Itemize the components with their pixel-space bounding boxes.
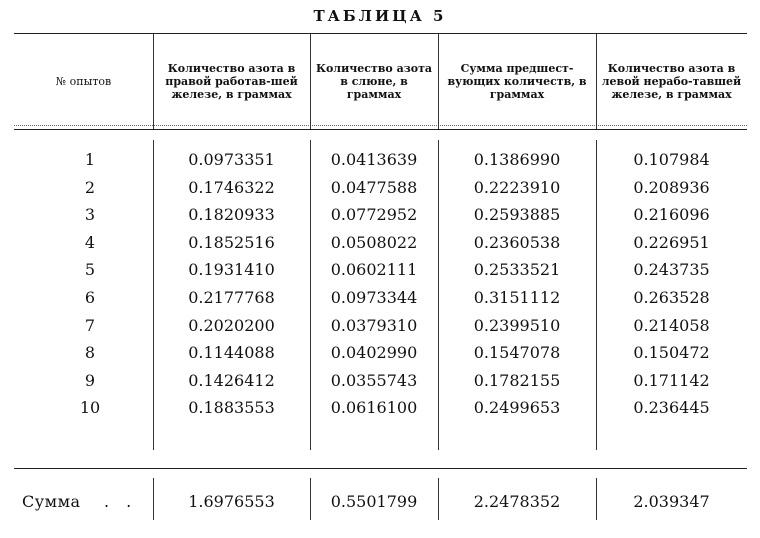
right-gland-value: 0.1746322 [188, 177, 275, 197]
saliva-value: 0.0602111 [330, 260, 418, 280]
table-row [14, 339, 747, 366]
left-gland-value: 0.226951 [633, 232, 710, 252]
sum-previous-value: 0.1386990 [473, 150, 561, 169]
sum-previous-value: 0.2499653 [473, 398, 561, 418]
row-number: 2 [84, 177, 96, 197]
sum-previous-value: 0.2223910 [473, 177, 561, 197]
left-gland-value: 0.216096 [633, 205, 710, 225]
table-row [14, 284, 747, 311]
sum-previous-value: 0.2533521 [473, 260, 561, 280]
header-rule [14, 129, 747, 130]
sum-left-gland: 2.039347 [633, 492, 710, 511]
table-row [14, 256, 747, 283]
table-row [14, 367, 747, 394]
sum-previous-value: 0.3151112 [473, 288, 561, 307]
sum-saliva: 0.5501799 [330, 492, 418, 511]
table-row [14, 174, 747, 201]
saliva-value: 0.0402990 [330, 343, 418, 363]
saliva-value: 0.0477588 [330, 177, 418, 197]
right-gland-value: 0.1426412 [188, 370, 275, 390]
row-number: 7 [84, 315, 96, 335]
left-gland-value: 0.214058 [633, 315, 710, 335]
header-right-gland-nitrogen: Количество азота в правой работав-шей железе, в граммах [165, 61, 298, 101]
left-gland-value: 0.208936 [633, 177, 710, 197]
table-title: ТАБЛИЦА 5 [313, 7, 447, 25]
row-number: 8 [84, 343, 96, 363]
table-row [14, 394, 747, 421]
sum-rule [14, 468, 747, 469]
header-sum-previous: Сумма предшест-вующих количеств, в граммах [447, 61, 587, 101]
sum-previous-value: 0.2399510 [473, 315, 561, 335]
row-number: 5 [84, 260, 96, 280]
row-number: 6 [84, 288, 96, 307]
saliva-value: 0.0973344 [330, 288, 418, 307]
right-gland-value: 0.1931410 [188, 260, 275, 280]
sum-previous-value: 0.2360538 [473, 232, 561, 252]
table-row [14, 146, 747, 173]
right-gland-value: 0.1820933 [188, 205, 275, 225]
saliva-value: 0.0508022 [330, 232, 418, 252]
left-gland-value: 0.263528 [633, 288, 710, 307]
right-gland-value: 0.1852516 [188, 232, 275, 252]
row-number: 9 [84, 370, 96, 390]
left-gland-value: 0.236445 [633, 398, 710, 418]
header-saliva-nitrogen: Количество азота в слюне, в граммах [315, 61, 433, 101]
right-gland-value: 0.0973351 [188, 150, 275, 169]
header-experiment-no: № опытов [55, 74, 112, 88]
sum-right-gland: 1.6976553 [188, 492, 275, 511]
row-number: 10 [79, 398, 101, 418]
sum-previous-value: 0.1782155 [473, 370, 561, 390]
right-gland-value: 0.1883553 [188, 398, 275, 418]
right-gland-value: 0.2177768 [188, 288, 275, 307]
table-row [14, 312, 747, 339]
header-left-gland-nitrogen: Количество азота в левой нерабо-тавшей железе, в граммах [601, 61, 742, 101]
left-gland-value: 0.171142 [633, 370, 710, 390]
row-number: 4 [84, 232, 96, 252]
table-row [14, 201, 747, 228]
left-gland-value: 0.107984 [633, 150, 710, 169]
right-gland-value: 0.2020200 [188, 315, 275, 335]
row-number: 3 [84, 205, 96, 225]
saliva-value: 0.0355743 [330, 370, 418, 390]
top-rule [14, 33, 747, 34]
sum-dots: . . [104, 492, 138, 511]
sum-previous-value: 0.1547078 [473, 343, 561, 363]
sum-label: Сумма [22, 492, 81, 511]
sum-row [14, 488, 747, 516]
left-gland-value: 0.243735 [633, 260, 710, 280]
saliva-value: 0.0413639 [330, 150, 418, 169]
saliva-value: 0.0616100 [330, 398, 418, 418]
sum-previous-total: 2.2478352 [473, 492, 561, 511]
saliva-value: 0.0772952 [330, 205, 418, 225]
row-number: 1 [84, 150, 96, 169]
saliva-value: 0.0379310 [330, 315, 418, 335]
table-row [14, 229, 747, 256]
right-gland-value: 0.1144088 [188, 343, 275, 363]
left-gland-value: 0.150472 [633, 343, 710, 363]
sum-previous-value: 0.2593885 [473, 205, 561, 225]
